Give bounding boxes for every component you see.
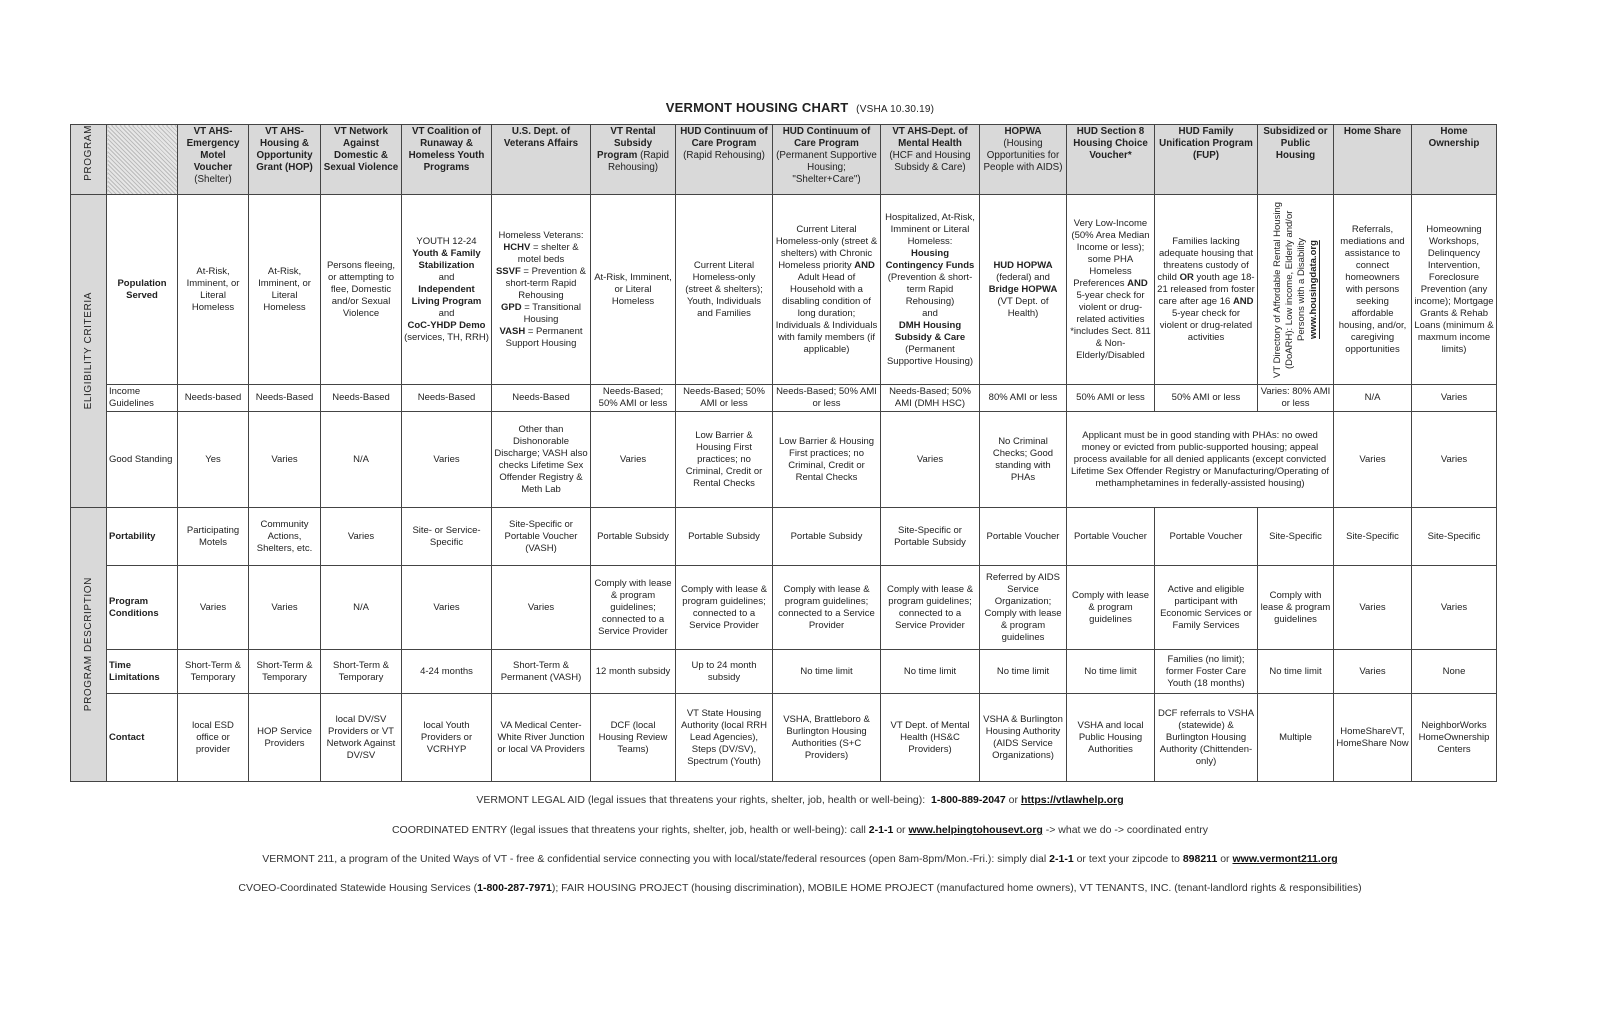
cell-text: Youth & Family Stabilization [412,247,481,271]
table-cell: Portable Voucher [1067,508,1155,566]
cell-text: 5-year check for violent or drug-related activities *includes Sect. 811 & Non-Elderly/Disabled [1070,289,1151,361]
table-cell: At-Risk, Imminent, or Literal Homeless [178,195,249,385]
table-cell: Needs-Based [492,385,591,412]
program-name: Home Share [1343,126,1402,137]
table-cell [773,195,881,385]
footer-coordinated-entry [0,824,1600,836]
helpingtohouse-link[interactable]: www.helpingtohousevt.org [908,824,1043,836]
footer-text: COORDINATED ENTRY (legal issues that threatens your rights, shelter, job, health or well-being): call [391,824,866,836]
cell-text: GPD [500,301,522,313]
time-limitations-row [71,650,1497,694]
footer-zip-number: 898211 [1182,853,1218,865]
program-name: VT Coalition of Runaway & Homeless Youth Programs [408,126,485,173]
population-served-row [71,195,1497,385]
table-cell: N/A [321,566,402,650]
table-cell: Comply with lease & program guidelines [1258,566,1334,650]
table-cell: At-Risk, Imminent, or Literal Homeless [591,195,676,385]
cell-text: Homeless Veterans: [498,229,584,241]
table-cell: Site-Specific [1334,508,1412,566]
table-cell: No time limit [980,650,1067,694]
table-cell: Low Barrier & Housing First practices; no Criminal, Credit or Rental Checks [773,412,881,508]
table-cell: 4-24 months [402,650,492,694]
table-cell: Comply with lease & program guidelines; connected to a Service Provider [591,566,676,650]
cell-text: (VT Dept. of Health) [997,295,1049,319]
table-cell: No Criminal Checks; Good standing with PHAs [980,412,1067,508]
table-cell: Site-Specific [1412,508,1497,566]
program-name: HUD Family Unification Program (FUP) [1159,126,1253,161]
table-cell: Yes [178,412,249,508]
program-header [980,125,1067,195]
program-name: Subsidized or Public Housing [1263,126,1328,161]
cell-text: AND [1127,277,1148,289]
table-cell: Low Barrier & Housing First practices; no Criminal, Credit or Rental Checks [676,412,773,508]
cell-text: Very Low-Income (50% Area Median Income or less); some PHA Homeless Preferences [1071,217,1150,289]
side-label-description [71,508,107,782]
table-cell [1258,195,1334,385]
cell-text: = shelter & motel beds [517,241,579,265]
housing-chart-table [70,124,1497,782]
income-guidelines-row [71,385,1497,412]
cell-text: (Prevention & short-term Rapid Rehousing) [887,271,973,307]
table-cell: No time limit [1258,650,1334,694]
cell-text: = Transitional Housing [523,301,581,325]
table-cell: Varies [402,412,492,508]
side-label-text: PROGRAM [82,125,94,181]
vtlawhelp-link[interactable]: https://vtlawhelp.org [1020,794,1124,806]
table-cell: Varies [1412,385,1497,412]
table-cell: Site- or Service-Specific [402,508,492,566]
table-cell: VT State Housing Authority (local RRH Lead Agencies), Steps (DV/SV), Spectrum (Youth) [676,694,773,782]
row-label [107,508,178,566]
table-cell: local DV/SV Providers or VT Network Against DV/SV [321,694,402,782]
table-cell: DCF referrals to VSHA (statewide) & Burlington Housing Authority (Chittenden-only) [1155,694,1258,782]
table-cell: Varies [1334,566,1412,650]
row-label: Income Guidelines [107,385,178,412]
table-cell: Needs-Based; 50% AMI (DMH HSC) [881,385,980,412]
legal-aid-phone: 1-800-889-2047 [931,794,1006,806]
table-cell: Referrals, mediations and assistance to connect homeowners with persons seeking affordable housing, and/or, caregiving opportunities [1334,195,1412,385]
program-header [178,125,249,195]
version-label: (VSHA 10.30.19) [856,104,935,115]
table-cell: Persons fleeing, or attempting to flee, Domestic and/or Sexual Violence [321,195,402,385]
cell-text: Housing Contingency Funds [885,247,975,271]
cvoeo-phone: 1-800-287-7971 [477,882,552,894]
table-cell: Comply with lease & program guidelines; connected to a Service Provider [881,566,980,650]
footer-text: ); FAIR HOUSING PROJECT (housing discrimination), MOBILE HOME PROJECT (manufactured home owners), VT TENANTS, INC. (tenant-landlord rights & responsibilities) [551,882,1362,894]
title-text: VERMONT HOUSING CHART [665,100,849,115]
table-cell: Varies [249,566,321,650]
program-header [881,125,980,195]
cell-text: Independent Living Program [411,283,482,307]
program-subtitle: (Housing Opportunities for People with AIDS) [983,138,1063,173]
program-header [321,125,402,195]
cell-text: SSVF [495,265,521,277]
table-cell: VSHA, Brattleboro & Burlington Housing Authorities (S+C Providers) [773,694,881,782]
row-label [107,566,178,650]
table-cell: Needs-Based; 50% AMI or less [676,385,773,412]
table-cell: Needs-Based; 50% AMI or less [773,385,881,412]
row-label-text: Contact [109,731,145,743]
hatched-corner [107,125,178,195]
table-cell: Varies [1412,566,1497,650]
row-label-text: Time Limitations [109,659,160,683]
table-cell: Homeowning Workshops, Delinquency Intervention, Foreclosure Prevention (any income); Mortgage Grants & Rehab Loans (minimum & maxmum income limits) [1412,195,1497,385]
cell-text: Bridge HOPWA [988,283,1058,295]
program-header [1334,125,1412,195]
table-cell: Comply with lease & program guidelines [1067,566,1155,650]
cell-text: youth age 18-21 released from foster care after age 16 [1157,271,1255,307]
table-cell: Varies [591,412,676,508]
side-label-eligibility [71,195,107,508]
program-header [492,125,591,195]
program-header-row [71,125,1497,195]
page-title [0,100,1600,115]
footer-text: VERMONT LEGAL AID (legal issues that threatens your rights, shelter, job, health or well-being): [476,794,926,806]
table-cell: Needs-based [178,385,249,412]
table-cell: VSHA and local Public Housing Authorities [1067,694,1155,782]
cell-text: Families lacking adequate housing that threatens custody of child [1157,235,1254,283]
cell-text: VT Directory of Affordable Rental Housing (DoARH): Low income, Elderly and/or Persons with a Disability [1271,201,1307,378]
row-label [107,650,178,694]
table-cell: 12 month subsidy [591,650,676,694]
cell-text: Adult Head of Household with a disabling condition of long duration; Individuals & Individuals with family members (if applicable) [775,271,878,355]
table-cell: Needs-Based [321,385,402,412]
table-cell: local ESD office or provider [178,694,249,782]
cell-text: YOUTH 12-24 [416,235,477,247]
footer-211: 2-1-1 [868,824,894,836]
table-cell: Community Actions, Shelters, etc. [249,508,321,566]
program-header [1067,125,1155,195]
table-cell: HomeShareVT, HomeShare Now [1334,694,1412,782]
table-cell: None [1412,650,1497,694]
table-cell: Varies [178,566,249,650]
table-cell: Portable Subsidy [591,508,676,566]
program-header [402,125,492,195]
table-cell: N/A [321,412,402,508]
row-label: Good Standing [107,412,178,508]
cell-text: Hospitalized, At-Risk, Imminent or Literal Homeless: [885,211,975,247]
program-name: HUD Continuum of Care Program [782,126,871,149]
table-cell: Portable Voucher [980,508,1067,566]
table-cell: Varies [1412,412,1497,508]
table-cell: 50% AMI or less [1067,385,1155,412]
cell-text: (Permanent Supportive Housing) [886,343,974,367]
program-header [1258,125,1334,195]
vermont211-link[interactable]: www.vermont211.org [1232,853,1338,865]
table-cell: Needs-Based; 50% AMI or less [591,385,676,412]
footer-text: or [1220,853,1230,865]
cell-text: (federal) and [996,271,1050,283]
footer-text: or [896,824,906,836]
cell-text: (services, TH, RRH) [404,331,489,343]
program-header [591,125,676,195]
table-cell: At-Risk, Imminent, or Literal Homeless [249,195,321,385]
contact-row [71,694,1497,782]
row-label-text: Portability [109,530,156,542]
table-cell: VT Dept. of Mental Health (HS&C Providers) [881,694,980,782]
table-cell: 50% AMI or less [1155,385,1258,412]
table-cell [402,195,492,385]
table-cell: Short-Term & Temporary [321,650,402,694]
cell-text: HUD HOPWA [993,259,1053,271]
table-cell: Site-Specific [1258,508,1334,566]
cell-text: and [438,307,455,319]
table-cell: Varies [881,412,980,508]
program-subtitle: (Rapid Rehousing) [683,150,765,161]
footer-vermont-211 [0,853,1600,865]
table-cell: Varies [249,412,321,508]
housingdata-link[interactable]: www.housingdata.org [1307,240,1319,339]
table-cell: Multiple [1258,694,1334,782]
program-header [1155,125,1258,195]
program-header [1412,125,1497,195]
table-cell: Portable Voucher [1155,508,1258,566]
side-label-text: PROGRAM DESCRIPTION [82,577,94,712]
program-name: Home Ownership [1428,126,1480,149]
table-cell [492,195,591,385]
table-cell: 80% AMI or less [980,385,1067,412]
table-cell: Varies: 80% AMI or less [1258,385,1334,412]
program-name: HOPWA [1004,126,1042,137]
table-cell: No time limit [1067,650,1155,694]
table-cell: VSHA & Burlington Housing Authority (AIDS Service Organizations) [980,694,1067,782]
cell-text: CoC-YHDP Demo [407,319,486,331]
table-cell: Varies [402,566,492,650]
table-cell: Families (no limit); former Foster Care Youth (18 months) [1155,650,1258,694]
rotated-cell-text [1272,200,1320,380]
table-cell: local Youth Providers or VCRHYP [402,694,492,782]
table-cell: Current Literal Homeless-only (street & shelters); Youth, Individuals and Families [676,195,773,385]
table-cell: Short-Term & Temporary [249,650,321,694]
program-name: VT AHS-Housing & Opportunity Grant (HOP) [256,126,313,173]
cell-text: 5-year check for violent or drug-related activities [1159,307,1253,343]
row-label [107,694,178,782]
table-cell: Comply with lease & program guidelines; connected to a Service Provider [676,566,773,650]
table-cell: Comply with lease & program guidelines; connected to a Service Provider [773,566,881,650]
program-subtitle: (Rapid Rehousing) [607,150,669,173]
cell-text: DMH Housing Subsidy & Care [894,319,966,343]
cell-text: AND [854,259,875,271]
table-cell: NeighborWorks HomeOwnership Centers [1412,694,1497,782]
side-label-program [71,125,107,195]
program-name: VT Rental Subsidy Program [597,126,656,161]
footer-text: or text your zipcode to [1076,853,1180,865]
table-cell: Needs-Based [402,385,492,412]
table-cell: Varies [321,508,402,566]
cell-text: and [438,271,455,283]
program-header [676,125,773,195]
table-cell: Portable Subsidy [676,508,773,566]
good-standing-row [71,412,1497,508]
table-cell [1155,195,1258,385]
footer-211: 2-1-1 [1049,853,1074,865]
cell-text: and [922,307,938,319]
table-cell [1067,195,1155,385]
program-header [773,125,881,195]
cell-text: = Prevention & short-term Rapid Rehousing [505,265,587,301]
cell-text: Current Literal Homeless-only (street & shelters) with Chronic Homeless priority [775,223,878,271]
row-label [107,195,178,385]
table-cell [980,195,1067,385]
program-subtitle: (Permanent Supportive Housing; "Shelter+Care") [776,150,877,185]
table-cell: Other than Dishonorable Discharge; VASH also checks Lifetime Sex Offender Registry & Meth Lab [492,412,591,508]
table-cell: Referred by AIDS Service Organization; Comply with lease & program guidelines [980,566,1067,650]
table-cell: Active and eligible participant with Economic Services or Family Services [1155,566,1258,650]
table-cell: Site-Specific or Portable Subsidy [881,508,980,566]
table-cell: Portable Subsidy [773,508,881,566]
table-cell: Site-Specific or Portable Voucher (VASH) [492,508,591,566]
table-cell: N/A [1334,385,1412,412]
footer-text: CVOEO-Coordinated Statewide Housing Services ( [238,882,478,894]
table-cell: VA Medical Center-White River Junction or local VA Providers [492,694,591,782]
program-header [249,125,321,195]
footer-text: or [1008,794,1019,806]
table-cell: Varies [1334,412,1412,508]
program-name: VT AHS-Emergency Motel Voucher [186,126,240,173]
program-subtitle: (Shelter) [194,174,232,185]
table-cell [881,195,980,385]
program-name: HUD Continuum of Care Program [680,126,768,149]
program-name: U.S. Dept. of Veterans Affairs [503,126,579,149]
footer-text: -> what we do -> coordinated entry [1045,824,1209,836]
row-label-text: Program Conditions [109,595,159,619]
footer-text: VERMONT 211, a program of the United Ways of VT - free & confidential service connecting you with local/state/federal resources (open 8am-8pm/Mon.-Fri.): simply dial [262,853,1047,865]
portability-row [71,508,1497,566]
side-label-text: ELIGIBILITY CRITERIA [82,292,94,410]
row-label-text: Population Served [117,277,167,301]
program-subtitle: (HCF and Housing Subsidy & Care) [889,150,971,173]
table-cell: Up to 24 month subsidy [676,650,773,694]
table-cell: HOP Service Providers [249,694,321,782]
cell-text: AND [1232,295,1254,307]
cell-text: VASH [499,325,526,337]
table-cell: Short-Term & Temporary [178,650,249,694]
table-cell: DCF (local Housing Review Teams) [591,694,676,782]
table-cell-merged: Applicant must be in good standing with PHAs: no owed money or evicted from public-supported housing; appeal process available for all denied applicants (except convicted Lifetime Sex Offender Registry or Manufacturing/Operating of methamphetamines in federally-assisted housing) [1067,412,1334,508]
table-cell: Needs-Based [249,385,321,412]
table-cell: No time limit [773,650,881,694]
table-cell: Varies [1334,650,1412,694]
table-cell: Short-Term & Permanent (VASH) [492,650,591,694]
program-conditions-row [71,566,1497,650]
footer-legal-aid [0,794,1600,806]
table-cell: Varies [492,566,591,650]
footer-cvoeo [0,882,1600,894]
table-cell: No time limit [881,650,980,694]
program-name: VT Network Against Domestic & Sexual Violence [323,126,399,173]
cell-text: = Permanent Support Housing [505,325,583,349]
cell-text: HCHV [503,241,531,253]
program-name: HUD Section 8 Housing Choice Voucher* [1073,126,1148,161]
program-name: VT AHS-Dept. of Mental Health [892,126,968,149]
table-cell: Participating Motels [178,508,249,566]
cell-text: OR [1179,271,1194,283]
